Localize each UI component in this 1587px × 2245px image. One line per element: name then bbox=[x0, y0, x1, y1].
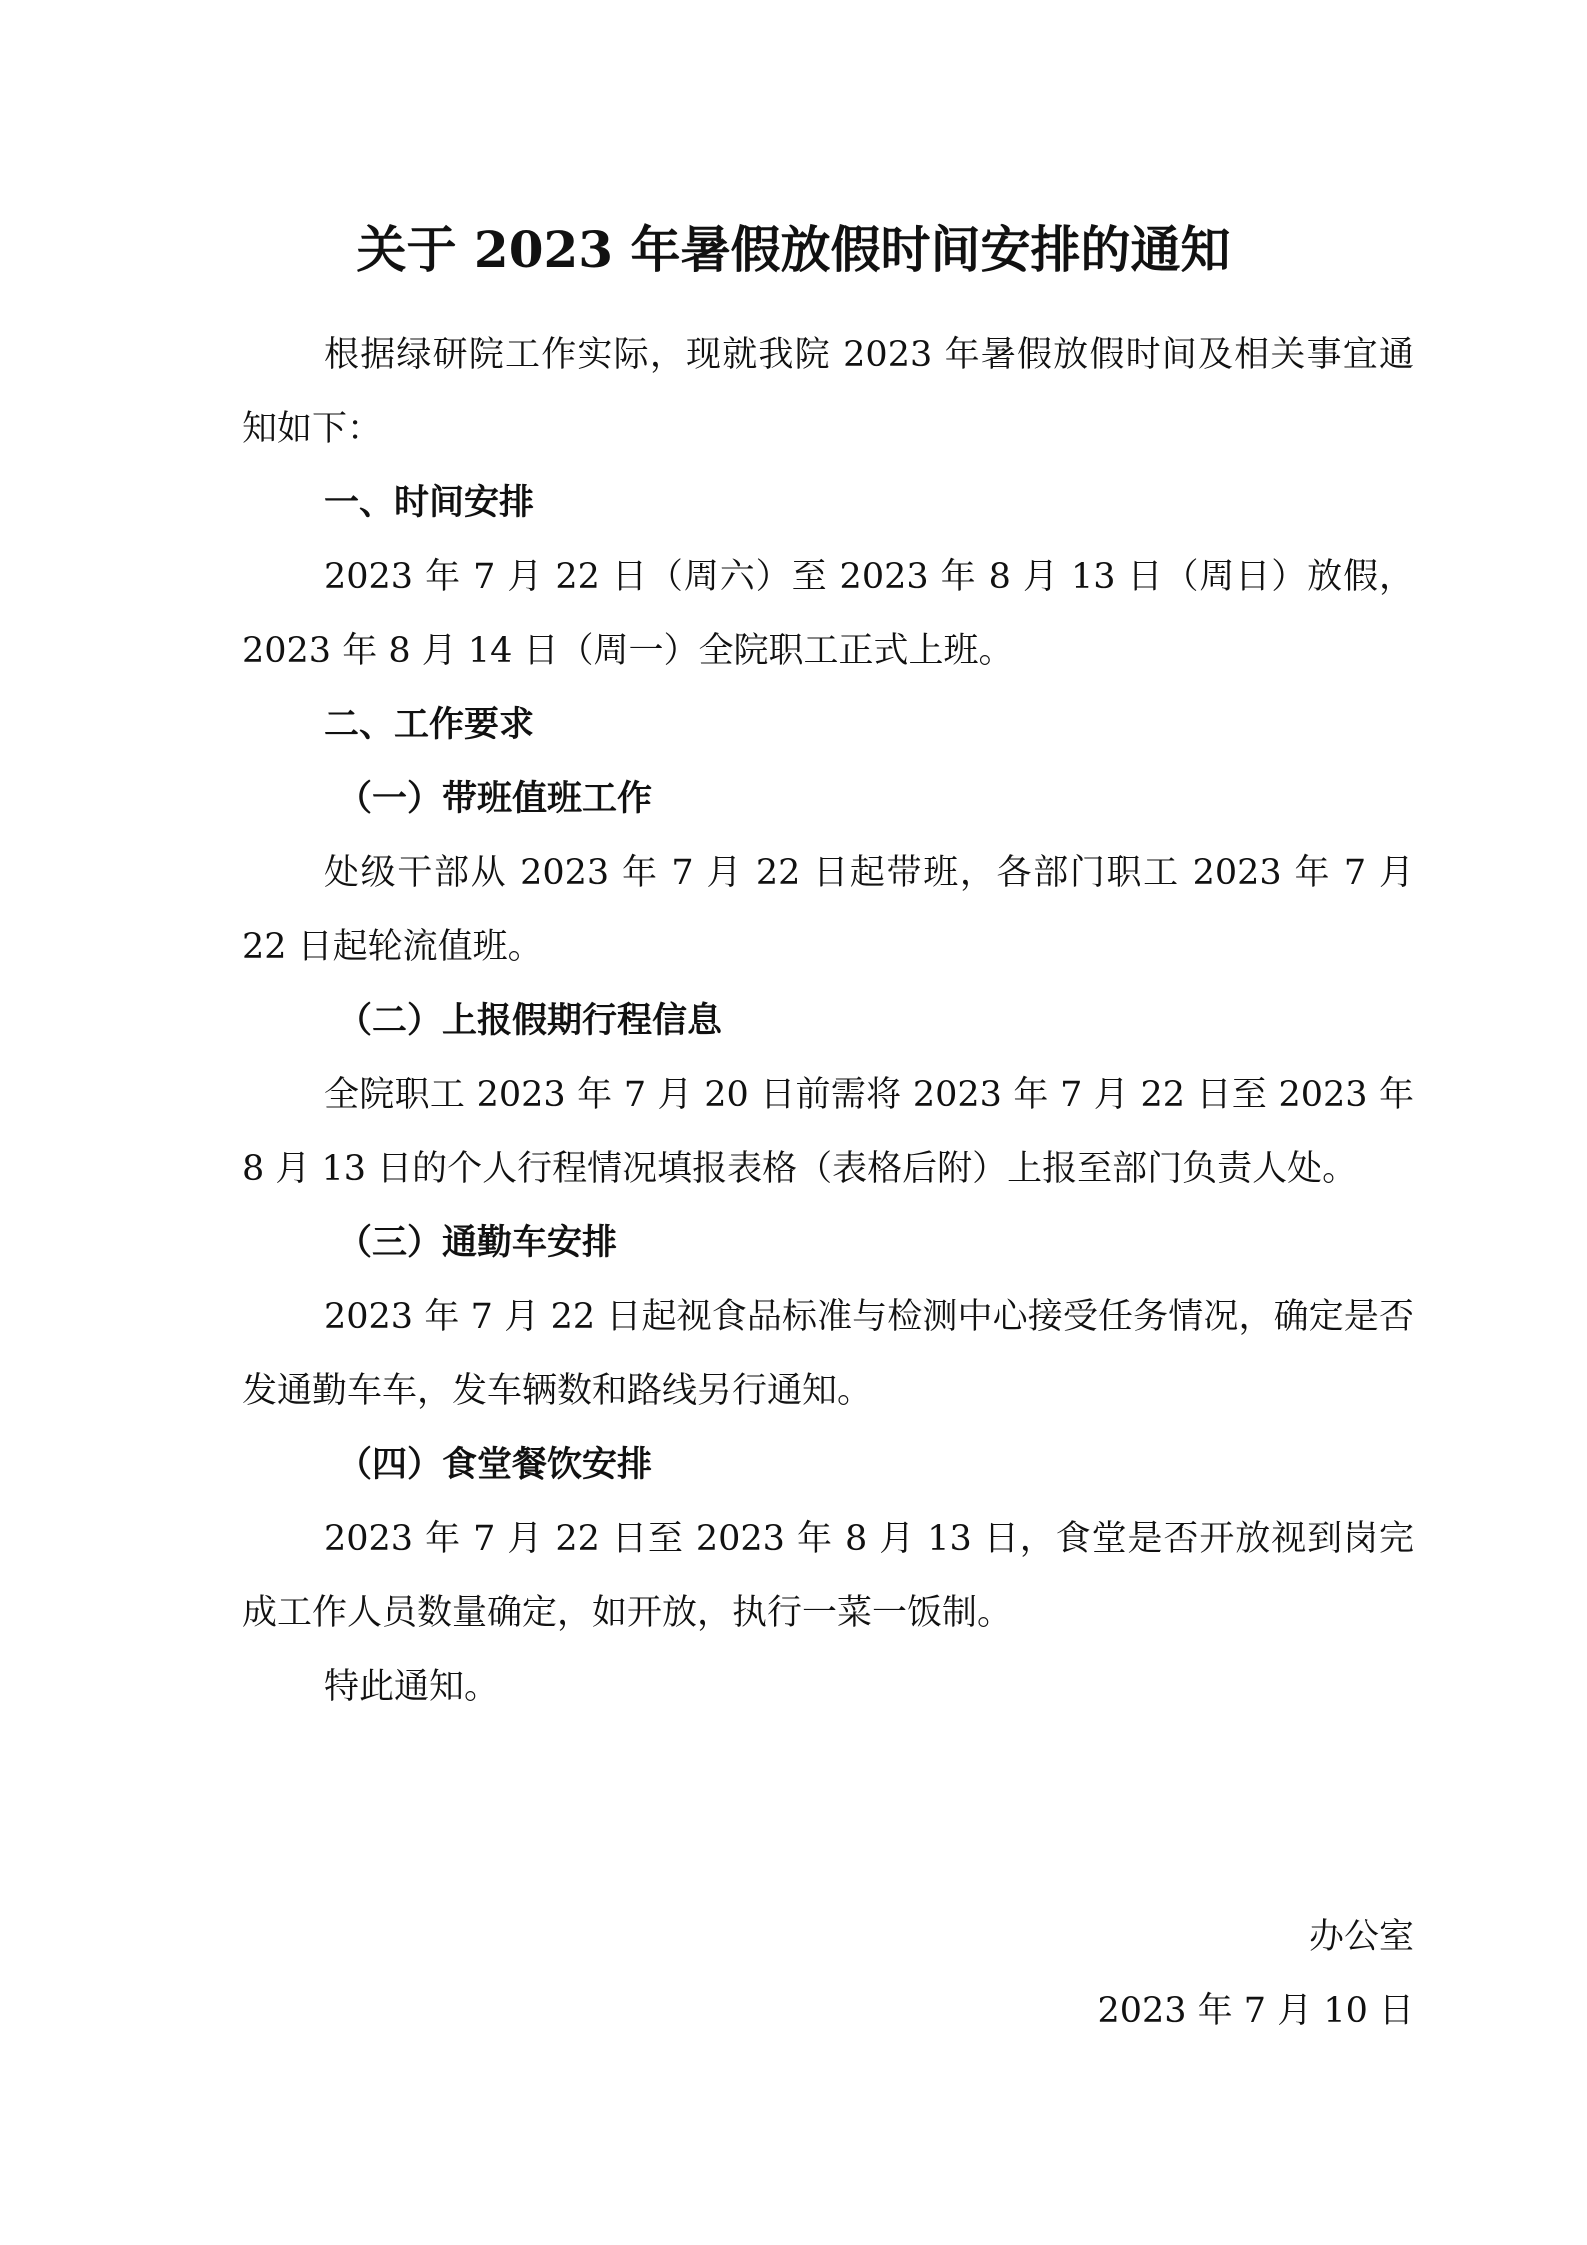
intro-paragraph: 根据绿研院工作实际，现就我院 2023 年暑假放假时间及相关事宜通知如下： bbox=[242, 335, 1414, 449]
subsection-4-heading: （四）食堂餐饮安排 bbox=[337, 1445, 653, 1485]
section-1-heading: 一、时间安排 bbox=[324, 483, 535, 523]
document-title: 关于 2023 年暑假放假时间安排的通知 bbox=[356, 220, 1231, 279]
section-1-text: 2023 年 7 月 22 日（周六）至 2023 年 8 月 13 日（周日）放假，2023 年 8 月 14 日（周一）全院职工正式上班。 bbox=[242, 557, 1414, 671]
subsection-3-text: 2023 年 7 月 22 日起视食品标准与检测中心接受任务情况，确定是否发通勤车车，发车辆数和路线另行通知。 bbox=[242, 1297, 1414, 1411]
subsection-4-text: 2023 年 7 月 22 日至 2023 年 8 月 13 日，食堂是否开放视到岗完成工作人员数量确定，如开放，执行一菜一饭制。 bbox=[242, 1519, 1414, 1633]
section-2-heading: 二、工作要求 bbox=[324, 705, 535, 745]
subsection-3-heading: （三）通勤车安排 bbox=[337, 1223, 618, 1263]
signature-block bbox=[1097, 1900, 1414, 2048]
subsection-1-text: 处级干部从 2023 年 7 月 22 日起带班，各部门职工 2023 年 7 月 22 日起轮流值班。 bbox=[242, 853, 1414, 967]
issue-date: 2023 年 7 月 10 日 bbox=[1097, 1991, 1414, 2031]
subsection-2-heading: （二）上报假期行程信息 bbox=[337, 1001, 723, 1041]
subsection-1-heading: （一）带班值班工作 bbox=[337, 779, 653, 819]
subsection-2-text: 全院职工 2023 年 7 月 20 日前需将 2023 年 7 月 22 日至 2023 年 8 月 13 日的个人行程情况填报表格（表格后附）上报至部门负责人处。 bbox=[242, 1075, 1414, 1189]
closing-line: 特此通知。 bbox=[324, 1667, 500, 1707]
issuing-office: 办公室 bbox=[1308, 1917, 1414, 1957]
document-body bbox=[242, 318, 1414, 1724]
